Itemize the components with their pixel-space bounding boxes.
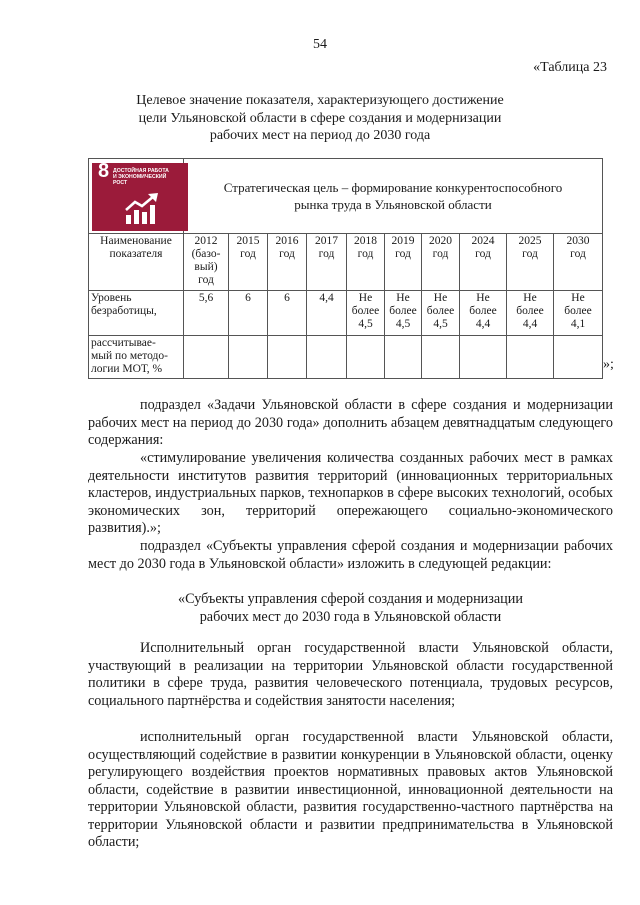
paragraph: исполнительный орган государственной власти Ульяновской области, осуществляющий содействие в развитии конкуренции в Ульяновской области, оценку регулирующего воздействия проектов нормативных правовых актов Ульяновской области, содействие в развитии инвестиционной, инновационной деятельности на территории Ульяновской области, развития государственно-частного партнёрства на территории Ульяновской области и развитии предпринимательства в Ульяновской области; xyxy=(88,729,613,850)
year-header xyxy=(422,234,460,291)
value-cell xyxy=(347,291,385,336)
year-header xyxy=(385,234,422,291)
sdg-number: 8 xyxy=(98,159,110,182)
header-text: 2012 xyxy=(194,235,218,247)
empty-cell xyxy=(347,336,385,379)
cell-text: 6 xyxy=(284,292,290,304)
page-number: 54 xyxy=(313,37,327,52)
empty-cell xyxy=(507,336,554,379)
strategic-goal xyxy=(184,159,603,234)
cell-text: более xyxy=(351,305,380,317)
year-header xyxy=(268,234,307,291)
year-header xyxy=(460,234,507,291)
goal-line: рынка труда в Ульяновской области xyxy=(294,197,492,212)
header-text: показателя xyxy=(109,248,163,260)
paragraph: «стимулирование увеличения количества созданных рабочих мест в рамках деятельности институтов развития территорий (инновационных территориальных кластеров, индустриальных парков, технопарков в сфере высоких технологий, особых экономических зон, территорий опережающего социально-экономического развития).»; xyxy=(88,450,613,536)
header-text: 2020 xyxy=(429,235,452,247)
cell-text: более xyxy=(564,305,592,317)
empty-cell xyxy=(184,336,229,379)
header-row xyxy=(89,234,603,291)
header-text: 2030 xyxy=(566,235,590,247)
table-row xyxy=(89,291,603,336)
cell-text: более xyxy=(426,305,455,317)
heading-line: Целевое значение показателя, характеризующего достижение xyxy=(136,93,504,108)
cell-text: 4,4 xyxy=(319,292,334,304)
year-header xyxy=(554,234,603,291)
empty-cell xyxy=(229,336,268,379)
table-row xyxy=(89,336,603,379)
growth-chart-icon xyxy=(124,193,160,225)
cell-text: 5,6 xyxy=(198,292,214,304)
indicator-name-header xyxy=(89,234,184,291)
cell-text: 6 xyxy=(245,292,251,304)
header-text: год xyxy=(475,248,491,260)
value-cell xyxy=(229,291,268,336)
sdg-title-line: ДОСТОЙНАЯ РАБОТА xyxy=(113,167,169,174)
cell-text: Не xyxy=(523,292,537,304)
heading-line: цели Ульяновской области в сфере создания и модернизации xyxy=(138,110,502,126)
header-text: 2025 xyxy=(518,235,542,247)
cell-text: 4,5 xyxy=(358,318,373,330)
cell-text: Не xyxy=(476,292,490,304)
goal-line: Стратегическая цель – формирование конкурентоспособного xyxy=(223,180,563,195)
subheading xyxy=(88,591,613,626)
empty-cell xyxy=(460,336,507,379)
cell-text: 4,1 xyxy=(570,318,586,330)
value-cell xyxy=(554,291,603,336)
header-text: вый) xyxy=(194,261,218,273)
empty-cell xyxy=(554,336,603,379)
value-cell xyxy=(307,291,347,336)
cell-text: более xyxy=(516,305,544,317)
sdg-title-line: И ЭКОНОМИЧЕСКИЙ xyxy=(113,173,167,180)
empty-cell xyxy=(385,336,422,379)
header-text: 2016 xyxy=(275,235,299,247)
indicator-name xyxy=(89,291,184,336)
header-text: 2024 xyxy=(471,235,495,247)
cell-text: более xyxy=(469,305,497,317)
year-header xyxy=(229,234,268,291)
sdg-title xyxy=(113,168,169,186)
header-text: год xyxy=(198,274,214,286)
year-header xyxy=(347,234,385,291)
value-cell xyxy=(268,291,307,336)
cell-text: 4,4 xyxy=(475,318,491,330)
year-header xyxy=(307,234,347,291)
header-text: год xyxy=(240,248,256,260)
header-text: год xyxy=(570,248,586,260)
cell-text: рассчитывае- xyxy=(91,337,156,349)
empty-cell xyxy=(422,336,460,379)
cell-text: мый по методо- xyxy=(91,350,168,362)
value-cell xyxy=(460,291,507,336)
cell-text: Не xyxy=(358,292,373,304)
value-cell xyxy=(385,291,422,336)
header-text: год xyxy=(357,248,374,260)
table-label: «Таблица 23 xyxy=(533,60,607,75)
header-text: год xyxy=(395,248,411,260)
header-text: Наименование xyxy=(100,235,172,247)
sdg-badge xyxy=(92,159,188,231)
cell-text: логии МОТ, % xyxy=(91,363,163,375)
header-text: 2017 xyxy=(315,235,338,247)
cell-text: Не xyxy=(396,292,410,304)
indicator-name xyxy=(89,336,184,379)
year-header xyxy=(507,234,554,291)
header-text: год xyxy=(432,248,449,260)
header-text: год xyxy=(318,248,335,260)
goal-row xyxy=(89,159,603,234)
sdg-cell xyxy=(89,159,184,234)
cell-text: Не xyxy=(571,292,585,304)
header-text: год xyxy=(522,248,538,260)
year-header xyxy=(184,234,229,291)
header-text: 2019 xyxy=(391,235,415,247)
value-cell xyxy=(422,291,460,336)
cell-text: безработицы, xyxy=(91,305,157,317)
paragraph: подраздел «Субъекты управления сферой создания и модернизации рабочих мест до 2030 года в Ульяновской области» изложить в следующей редакции: xyxy=(88,538,613,572)
empty-cell xyxy=(307,336,347,379)
empty-cell xyxy=(268,336,307,379)
subheading-line: рабочих мест до 2030 года в Ульяновской области xyxy=(199,608,502,625)
cell-text: более xyxy=(389,305,417,317)
value-cell xyxy=(507,291,554,336)
indicator-table xyxy=(88,158,603,379)
heading-line: рабочих мест на период до 2030 года xyxy=(209,128,431,143)
header-text: год xyxy=(279,248,295,260)
cell-text: Не xyxy=(433,292,448,304)
header-text: (базо- xyxy=(191,248,221,260)
table-closing-quote: »; xyxy=(603,357,614,372)
sdg-title-line: РОСТ xyxy=(113,179,128,186)
paragraph: Исполнительный орган государственной власти Ульяновской области, участвующий в реализации на территории Ульяновской области государственной политики в сфере труда, развития человеческого потенциала, трудовых ресурсов, социального партнёрства и содействия занятости населения; xyxy=(88,640,613,709)
cell-text: 4,4 xyxy=(522,318,538,330)
cell-text: 4,5 xyxy=(433,318,448,330)
header-text: 2015 xyxy=(236,235,260,247)
table-heading xyxy=(90,92,550,145)
paragraph: подраздел «Задачи Ульяновской области в сфере создания и модернизации рабочих мест на период до 2030 года» дополнить абзацем девятнадцатым следующего содержания: xyxy=(88,397,613,448)
cell-text: 4,5 xyxy=(395,318,411,330)
subheading-line: «Субъекты управления сферой создания и модернизации xyxy=(178,591,523,607)
header-text: 2018 xyxy=(354,235,377,247)
value-cell xyxy=(184,291,229,336)
cell-text: Уровень xyxy=(91,292,132,304)
